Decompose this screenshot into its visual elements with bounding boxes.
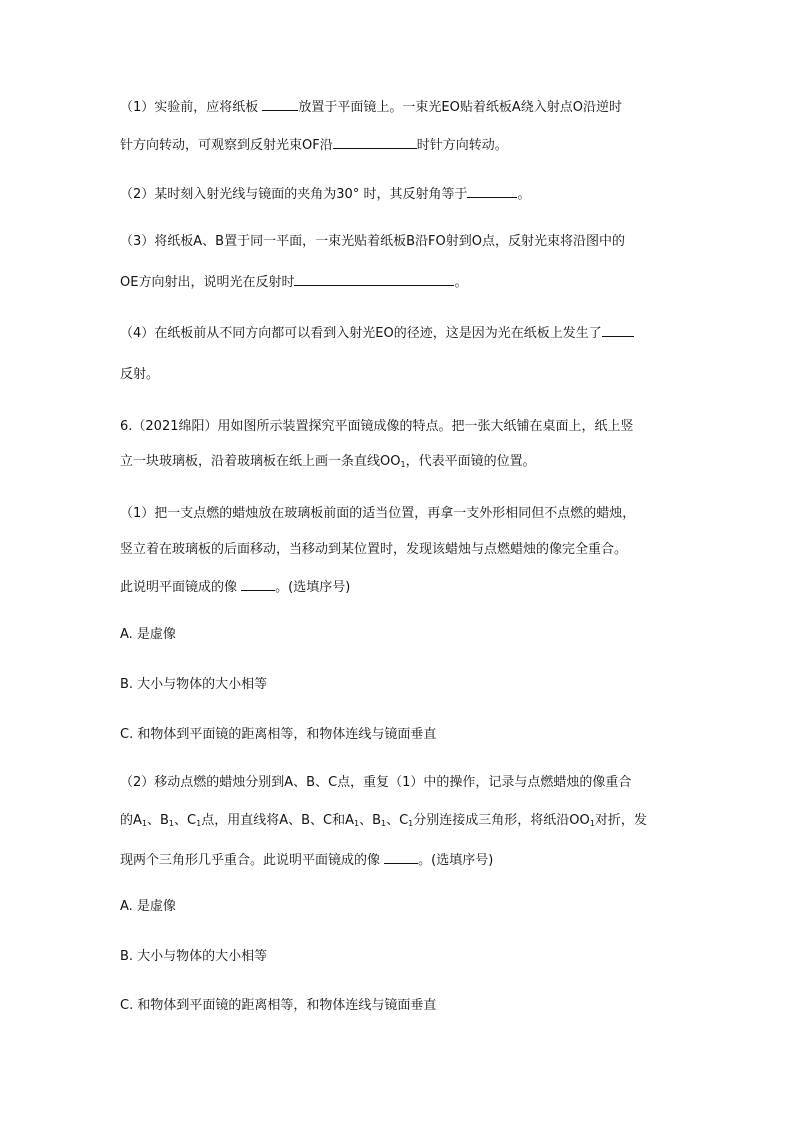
q6-part2-text-a: （2）移动点燃的蜡烛分别到A、B、C点，重复（1）中的操作，记录与点燃蜡烛的像重合	[120, 775, 632, 790]
option-text: B. 大小与物体的大小相等	[120, 949, 268, 964]
subscript: 1	[196, 819, 202, 828]
q5-part1-line2	[120, 134, 680, 155]
subscript: 1	[353, 819, 360, 828]
q5-part3-line1	[120, 233, 680, 251]
subscript: 1	[168, 819, 175, 828]
option-text: A. 是虚像	[120, 627, 176, 642]
subscript: 1	[381, 819, 387, 828]
answer-blank[interactable]	[384, 849, 418, 864]
q6-part2-text-b: 现两个三角形几乎重合。此说明平面镜成的像	[120, 853, 385, 868]
q5-part1-text-d: 时针方向转动。	[416, 138, 508, 153]
subscript: 1	[589, 819, 595, 828]
q5-part3-line2	[120, 271, 680, 292]
q6-part1-option-a	[120, 626, 680, 644]
q5-part4-text-a: （4）在纸板前从不同方向都可以看到入射光EO的径迹，这是因为光在纸板上发生了	[120, 326, 602, 341]
answer-blank[interactable]	[467, 183, 517, 198]
q6-part1-line3	[120, 576, 680, 597]
q6-part1-option-b	[120, 676, 680, 694]
q6-part2-option-b	[120, 948, 680, 966]
subscript: 1	[400, 460, 406, 469]
q6-part1-text-a: （1）把一支点燃的蜡烛放在玻璃板前面的适当位置，再拿一支外形相同但不点燃的蜡烛，	[120, 506, 636, 521]
q5-part3-text-c: 。	[454, 275, 468, 290]
q5-part3-text-a: （3）将纸板A、B置于同一平面，一束光贴着纸板B沿FO射到O点，反射光束将沿图中的	[120, 234, 625, 249]
subscript: 1	[141, 819, 147, 828]
q6-part1-text-c: 此说明平面镜成的像	[120, 580, 242, 595]
text-run: 分别连接成三角形，将纸沿OO	[413, 813, 590, 828]
subscript: 1	[408, 819, 414, 828]
q5-part4-line1	[120, 322, 680, 343]
q6-intro-text-a: 6.（2021绵阳）用如图所示装置探究平面镜成像的特点。把一张大纸铺在桌面上，纸上竖	[120, 419, 634, 434]
option-text: B. 大小与物体的大小相等	[120, 677, 268, 692]
q5-part2-line	[120, 183, 680, 204]
q6-part2-option-a	[120, 898, 680, 916]
q6-intro-text-b: 立一块玻璃板，沿着玻璃板在纸上画一条直线OO	[120, 454, 401, 469]
text-run: 点，用直线将A、B、C和A	[201, 813, 354, 828]
text-run: 对折，发	[594, 813, 647, 828]
q6-part2-line3	[120, 849, 680, 870]
q6-intro-line2	[120, 453, 680, 474]
text-run: 、C	[174, 813, 197, 828]
option-text: A. 是虚像	[120, 899, 176, 914]
q5-part4-line2	[120, 366, 680, 384]
q6-intro-line1	[120, 418, 680, 436]
answer-blank[interactable]	[262, 96, 298, 111]
answer-blank[interactable]	[241, 576, 275, 591]
text-run: 、C	[386, 813, 409, 828]
q6-part1-line1	[120, 505, 680, 523]
option-text: C. 和物体到平面镜的距离相等，和物体连线与镜面垂直	[120, 727, 437, 742]
q5-part3-text-b: OE方向射出，说明光在反射时	[120, 275, 295, 290]
q5-part2-text-b: 。	[517, 187, 531, 202]
answer-blank[interactable]	[602, 322, 634, 337]
q6-part2-option-c	[120, 997, 680, 1015]
q5-part1-text-a: （1）实验前，应将纸板	[120, 100, 263, 115]
text-run: 的A	[120, 813, 142, 828]
answer-blank[interactable]	[294, 271, 454, 286]
q5-part4-text-b: 反射。	[120, 367, 160, 382]
text-run: 、B	[359, 813, 381, 828]
option-text: C. 和物体到平面镜的距离相等，和物体连线与镜面垂直	[120, 998, 437, 1013]
q5-part1-line1	[120, 96, 680, 117]
q5-part2-text-a: （2）某时刻入射光线与镜面的夹角为30° 时，其反射角等于	[120, 187, 468, 202]
q6-part2-line1	[120, 774, 680, 792]
q6-intro-text-c: ，代表平面镜的位置。	[405, 454, 536, 469]
q6-part1-line2	[120, 541, 680, 559]
q6-part2-text-c: 。(选填序号)	[418, 853, 494, 868]
text-run: 、B	[147, 813, 169, 828]
answer-blank[interactable]	[333, 134, 417, 149]
q6-part1-text-d: 。(选填序号)	[275, 580, 351, 595]
q6-part1-option-c	[120, 726, 680, 744]
q6-part1-text-b: 竖立着在玻璃板的后面移动，当移动到某位置时，发现该蜡烛与点燃蜡烛的像完全重合。	[120, 542, 628, 557]
q5-part1-text-c: 针方向转动，可观察到反射光束OF沿	[120, 138, 333, 153]
q5-part1-text-b: 放置于平面镜上。一束光EO贴着纸板A绕入射点O沿逆时	[298, 100, 622, 115]
q6-part2-line2	[120, 812, 680, 833]
